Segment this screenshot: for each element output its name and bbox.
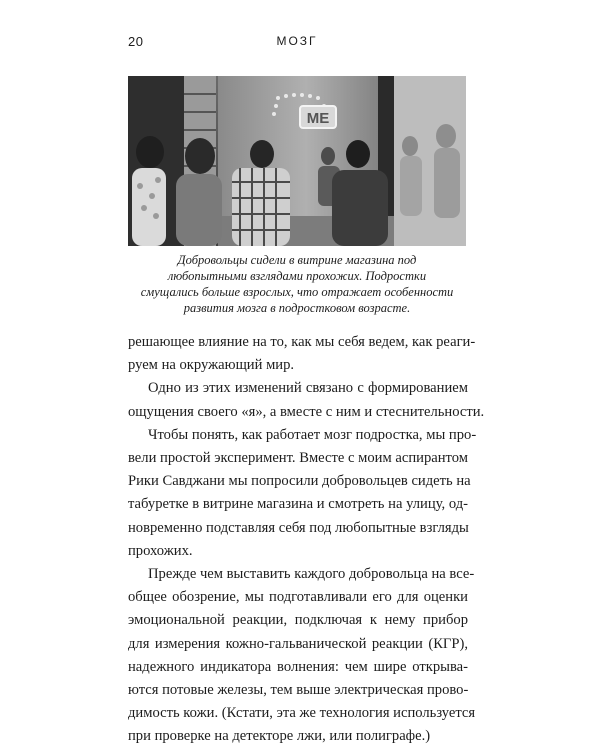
text-line: решающее влияние на то, как мы себя ведем, как реаги- — [128, 334, 476, 350]
text-line: Одно из этих изменений связано с формированием — [148, 380, 468, 397]
text-line: Прежде чем выставить каждого добровольца на все- — [148, 566, 475, 583]
text-line: прохожих. — [128, 542, 193, 559]
caption-line: смущались больше взрослых, что отражает особенности — [140, 285, 454, 299]
paragraph — [128, 331, 476, 377]
text-line: ощущения своего «я», а вместе с ним и стеснительности. — [128, 403, 485, 420]
text-line: ются потовые железы, тем выше электрическая прово- — [128, 682, 469, 699]
text-line: Рики Савджани мы попросили добровольцев сидеть на — [128, 473, 471, 490]
storefront-photo — [128, 76, 466, 246]
text-line: общее обозрение, мы подготавливали его для оценки — [128, 589, 468, 606]
paragraph — [128, 377, 485, 423]
caption-line: любопытными взглядами прохожих. Подростки — [167, 269, 427, 283]
text-line: димость кожи. (Кстати, эта же технология используется — [128, 705, 476, 722]
caption-line: развития мозга в подростковом возрасте. — [183, 301, 411, 315]
caption-line: Добровольцы сидели в витрине магазина под — [177, 253, 417, 267]
photo-caption — [128, 252, 466, 316]
text-line: табуретке в витрине магазина и смотреть на улицу, од- — [128, 496, 468, 513]
text-line: новременно подставляя себя под любопытные взгляды — [128, 519, 469, 536]
body-text — [128, 331, 485, 749]
text-line: при проверке на детекторе лжи, или полиграфе.) — [128, 728, 431, 745]
text-line: для измерения кожно-гальванической реакции (КГР), — [128, 635, 468, 652]
running-head: МОЗГ — [276, 34, 318, 48]
text-line: надежного индикатора волнения: чем шире открыва- — [128, 658, 468, 675]
paragraph — [128, 563, 476, 749]
text-line: вели простой эксперимент. Вместе с моим аспирантом — [128, 450, 468, 467]
text-line: руем на окружающий мир. — [128, 357, 295, 374]
neon-sign-text: ME — [306, 110, 330, 127]
paragraph — [128, 424, 477, 563]
page-number: 20 — [128, 34, 144, 49]
text-line: Чтобы понять, как работает мозг подростка, мы про- — [148, 426, 477, 443]
page-header — [128, 34, 466, 54]
text-line: эмоциональной реакции, подключая к нему прибор — [128, 612, 468, 629]
